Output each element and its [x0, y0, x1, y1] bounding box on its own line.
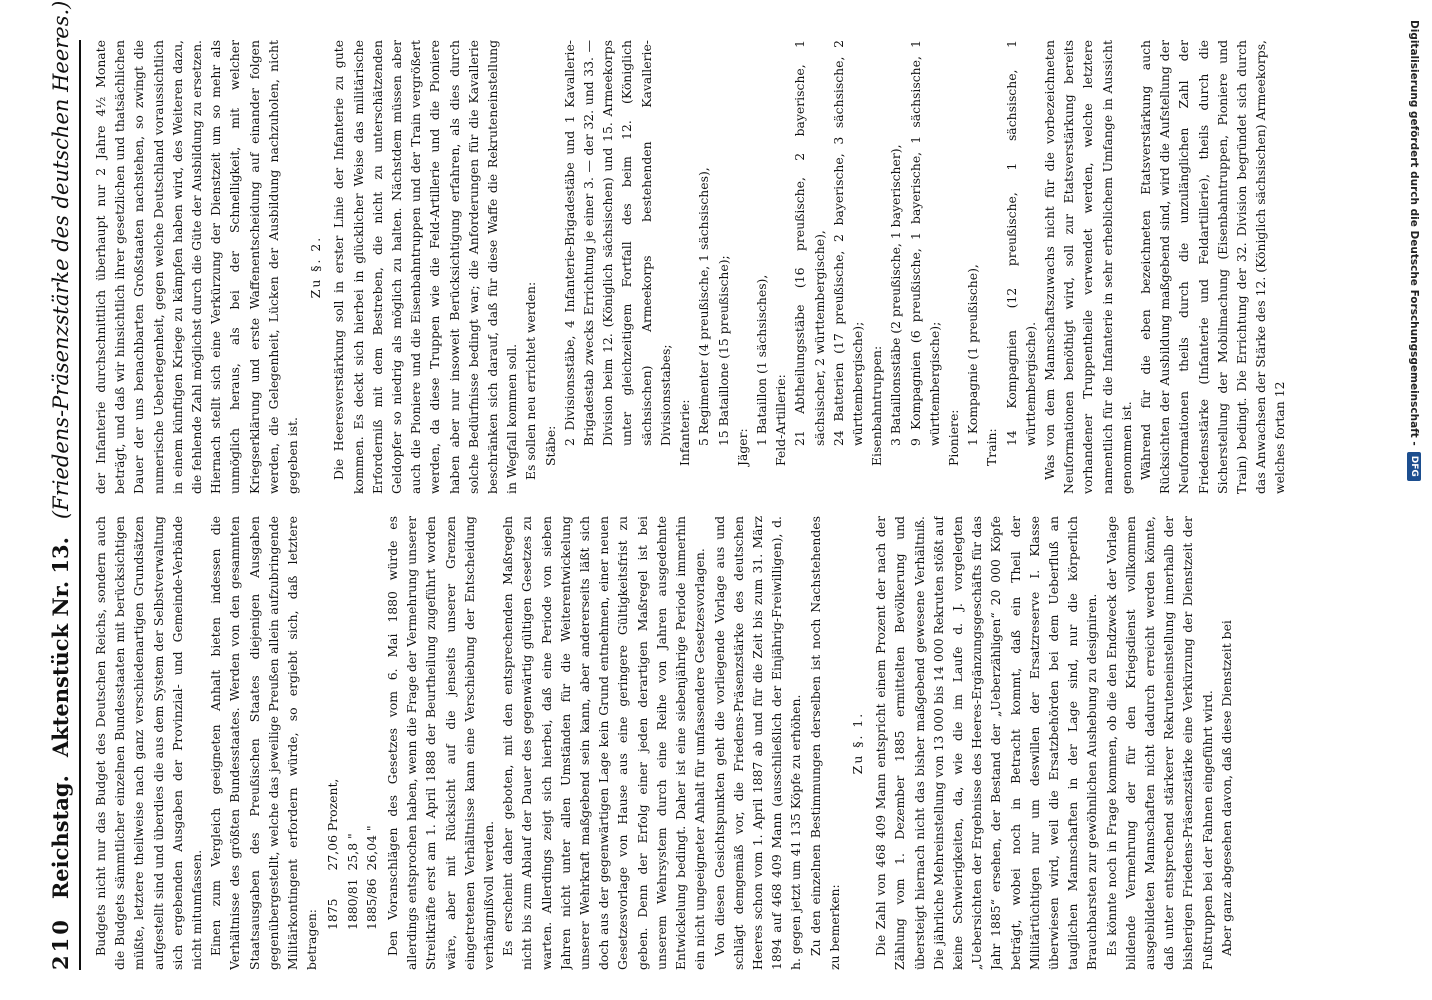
unit-category-heading: Eisenbahntruppen: — [869, 345, 885, 466]
unit-category-heading: Feld-Artillerie: — [773, 374, 789, 466]
paragraph: Die Heeresverstärkung soll in erster Linie der Infanterie zu gute kommen. Es deckt sich hierbei in glücklicher Weise das militärische Erforderniß mit dem Bestreben, die nicht zu unterschätzenden Geldopfer so niedrig als möglich zu halten. Nächstdem müssen aber auch die Pioniere und die Eisenbahntruppen und der Train vergrößert werden, da diese Truppen wie die Feld-Artillerie und die Pioniere haben aber nur insoweit Berücksichtigung erfahren, als dies durch solche Bedürfnisse bedingt war; die Anforderungen für die Kavallerie beschränken sich darauf, daß für diese Waffe die Rekruteneinstellung in Wegfall kommen soll. — [331, 40, 520, 494]
table-row — [323, 771, 342, 930]
digitization-credit — [1402, 20, 1426, 620]
paragraph: Es sollen neu errichtet werden: — [523, 281, 539, 480]
section-heading: Zu §. 1. — [849, 711, 865, 775]
digitization-note: Digitalisierung gefördert durch die Deutsche Forschungsgemeinschaft - — [1408, 20, 1420, 446]
dfg-logo: DFG — [1407, 452, 1421, 481]
unit-list-item: 24 Batterien (17 preußische, 2 bayerische, 3 sächsische, 2 württembergische); — [830, 40, 865, 446]
paragraph: Budgets nicht nur das Budget des Deutschen Reichs, sondern auch die Budgets sämmtlicher einzelnen Bundesstaaten mit berücksichtigen müßte, letztere theilweise nach ganz verschiedenartigen Grundsätzen aufgestellt sind und überdies die aus dem System der Selbstverwaltung sich ergebenden Ausgaben der Provinzial- und Gemeinde-Verbände nicht mitumfassen. — [93, 516, 205, 970]
paragraph: Von diesen Gesichtspunkten geht die vorliegende Vorlage aus und schlägt demgemäß vor, die Friedens-Präsenzstärke des deutschen Heeres schon vom 1. April 1887 ab und für die Zeit bis zum 31. März 1894 auf 468 409 Mann (ausschließlich der Einjährig-Freiwilligen), d. h. gegen jetzt um 41 135 Köpfe zu erhöhen. — [711, 516, 804, 970]
table-cell-value: 25,8 " — [344, 833, 360, 871]
unit-category-heading: Stäbe: — [542, 425, 558, 466]
paragraph: Während für die eben bezeichneten Etatsverstärkung auch Rücksichten der Ausbildung maßgebend sind, wird die Aufstellung der Neuformationen theils durch die unzulänglichen Zahl der Friedensstärke (Infanterie und Feldartillerie), theils durch die Sicherstellung der Mobilmachung (Eisenbahntruppen, Pioniere und Train) bedingt. Die Errichtung der 32. Division begründet sich durch das Anwachsen der Stärke des 12. (Königlich sächsischen) Armeekorps, welches fortan 12 — [1137, 40, 1288, 494]
table-cell-year: 1885/86 — [363, 878, 379, 930]
unit-list-item: 1 Bataillon (1 sächsisches), — [753, 274, 769, 446]
unit-list-item: 15 Bataillone (15 preußische); — [715, 255, 731, 446]
paragraph: Es erscheint daher geboten, mit den entsprechenden Maßregeln nicht bis zum Ablauf der Dauer des gegenwärtig gültigen Gesetzes zu warten. Allerdings zeigt sich hierbei, daß eine Periode von sieben Jahren nicht unter allen Umständen für die Weiterentwickelung unserer Wehrkraft maßgebend sein kann, aber andererseits läßt sich doch aus der gegenwärtigen Lage kein Grund entnehmen, einer neuen Gesetzesvorlage von Hause aus eine geringere Gültigkeitsfrist zu geben. Denn der Erfolg einer jeden derartigen Maßregel ist bei unserem Wehrsystem durch eine Reihe von Jahren ausgedehnte Entwickelung bedingt. Daher ist eine siebenjährige Periode immerhin ein nicht ungeeigneter Anhalt für umfassendere Gesetzesvorlagen. — [500, 516, 708, 970]
table-cell-year: 1880/81 — [344, 878, 360, 930]
unit-list-item: 5 Regimenter (4 preußische, 1 sächsisches), — [696, 167, 712, 446]
document-number: Aktenstück Nr. 13. — [48, 537, 73, 758]
table-row — [343, 771, 362, 930]
right-column — [91, 40, 1321, 494]
table-cell-value: 27,06 Prozent, — [325, 778, 341, 871]
text-columns — [91, 40, 1321, 970]
unit-category-heading: Pioniere: — [945, 409, 961, 466]
new-units-list — [541, 40, 1040, 494]
paragraph: Was von dem Mannschaftszuwachs nicht für die vorbezeichneten Neuformationen benöthigt wird, soll zur Etatsverstärkung bereits vorhandener Truppentheile verwendet werden, welche letztere namentlich für die Infanterie in sehr erheblichem Umfange in Aussicht genommen ist. — [1041, 40, 1134, 494]
page-number: 210 — [48, 917, 73, 970]
table-cell-year: 1875 — [325, 898, 341, 930]
unit-list-item: 3 Bataillonsstäbe (2 preußische, 1 bayerischer), — [888, 144, 904, 446]
unit-list-item: 14 Kompagnien (12 preußische, 1 sächsische, 1 württembergische). — [1003, 40, 1038, 446]
unit-category-heading: Jäger: — [734, 428, 750, 466]
table-row — [362, 771, 381, 930]
section-heading: Zu §. 2. — [308, 235, 324, 299]
unit-list-item: 21 Abtheilungsstäbe (16 preußische, 2 bayerische, 1 sächsischer, 2 württembergische), — [792, 40, 827, 446]
unit-category-heading: Infanterie: — [677, 399, 693, 466]
paragraph: Einen zum Vergleich geeigneten Anhalt bieten indessen die Verhältnisse des größten Bundesstaates. Werden von den gesammten Staatsausgaben des Preußischen Staates diejenigen Ausgaben gegenübergestellt, welche das jeweilige Preußen allein aufzubringende Militärkontingent erfordern würde, so ergiebt sich, daß letztere betragen: — [208, 516, 320, 970]
paragraph: Aber ganz abgesehen davon, daß diese Dienstzeit bei — [1218, 620, 1234, 956]
unit-category-heading: Train: — [984, 428, 1000, 466]
page-header — [48, 0, 81, 970]
unit-list-item: 1 Kompagnie (1 preußische), — [965, 264, 981, 446]
percentage-table — [323, 771, 381, 930]
paragraph: Den Voranschlägen des Gesetzes vom 6. Mai 1880 würde es allerdings entsprochen haben, wenn die Frage der Vermehrung unserer Streitkräfte erst am 1. April 1888 der Beurtheilung zugeführt worden wäre, aber mit Rücksicht auf die jenseits unserer Grenzen eingetretenen Verhältnisse kann eine Verschiebung der Entscheidung verhängnißvoll werden. — [385, 516, 497, 970]
page-title: (Friedens-Präsenzstärke des deutschen Heeres.) — [49, 0, 73, 520]
table-cell-value: 26,04 " — [363, 825, 379, 871]
paragraph: der Infanterie durchschnittlich überhaupt nur 2 Jahre 4½ Monate beträgt, und daß wir hinsichtlich ihrer gesetzlichen und thatsächlichen Dauer der uns benachbarten Großstaaten nachstehen, so zwingt die numerische Ueberlegenheit, gegen welche Deutschland voraussichtlich in einem künftigen Kriege zu kämpfen haben wird, des Weiteren dazu, die fehlende Zahl möglichst durch die Güte der Ausbildung zu ersetzen. Hiernach stellt sich eine Verkürzung der Dienstzeit um so mehr als unmöglich heraus, als bei der Schnelligkeit, mit welcher Kriegserklärung und erste Waffenentscheidung auf einander folgen werden, die Gelegenheit, Lücken der Ausbildung nachzuholen, nicht gegeben ist. — [93, 40, 301, 494]
publication-name: Reichstag. — [48, 775, 73, 900]
left-column — [91, 516, 1321, 970]
paragraph: Die Zahl von 468 409 Mann entspricht einem Prozent der nach der Zählung vom 1. Dezember 1885 ermittelten Bevölkerung und übersteigt hiernach nicht das bisher maßgebend gewesene Verhältniß. Die jährliche Mehreinstellung von 13 000 bis 14 000 Rekruten stößt auf keine Schwierigkeiten, da, wie die im Laufe d. J. vorgelegten „Uebersichten der Ergebnisse des Heeres-Ergänzungsgeschäfts für das Jahr 1885“ ersehen, der Bestand der „Ueberzähligen“ 20 000 Köpfe beträgt, wobei noch in Betracht kommt, daß ein Theil der Militärtüchtigen nur um deswillen der Ersatzreserve I. Klasse überwiesen wird, weil die Ersatzbehörden bei dem Ueberfluß an tauglichen Mannschaften in der Lage sind, nur die körperlich Brauchbarsten zur gewöhnlichen Aushebung zu designiren. — [873, 516, 1100, 970]
paragraph: Zu den einzelnen Bestimmungen derselben ist noch Nachstehendes zu bemerken: — [807, 516, 842, 970]
unit-list-item: 9 Kompagnien (6 preußische, 1 bayerische, 1 sächsische, 1 württembergische); — [907, 40, 942, 446]
unit-list-item: 2 Divisionsstäbe, 4 Infanterie-Brigadestäbe und 1 Kavallerie-Brigadestab zwecks Errichtung je einer 3. — der 32. und 33. — Division beim 12. (Königlich sächsischen) und 15. Armeekorps unter gleichzeitigem Fortfall des beim 12. (Königlich sächsischen) Armeekorps bestehenden Kavallerie-Divisionsstabes; — [561, 40, 673, 446]
paragraph: Es könnte noch in Frage kommen, ob die den Endzweck der Vorlage bildende Vermehrung der für den Kriegsdienst vollkommen ausgebildeten Mannschaften nicht dadurch erreicht werden könnte, daß unter entsprechend stärkerer Rekruteneinstellung innerhalb der bisherigen Friedens-Präsenzstärke eine Verkürzung der Dienstzeit der Fußtruppen bei der Fahnen eingeführt wird. — [1103, 516, 1215, 970]
